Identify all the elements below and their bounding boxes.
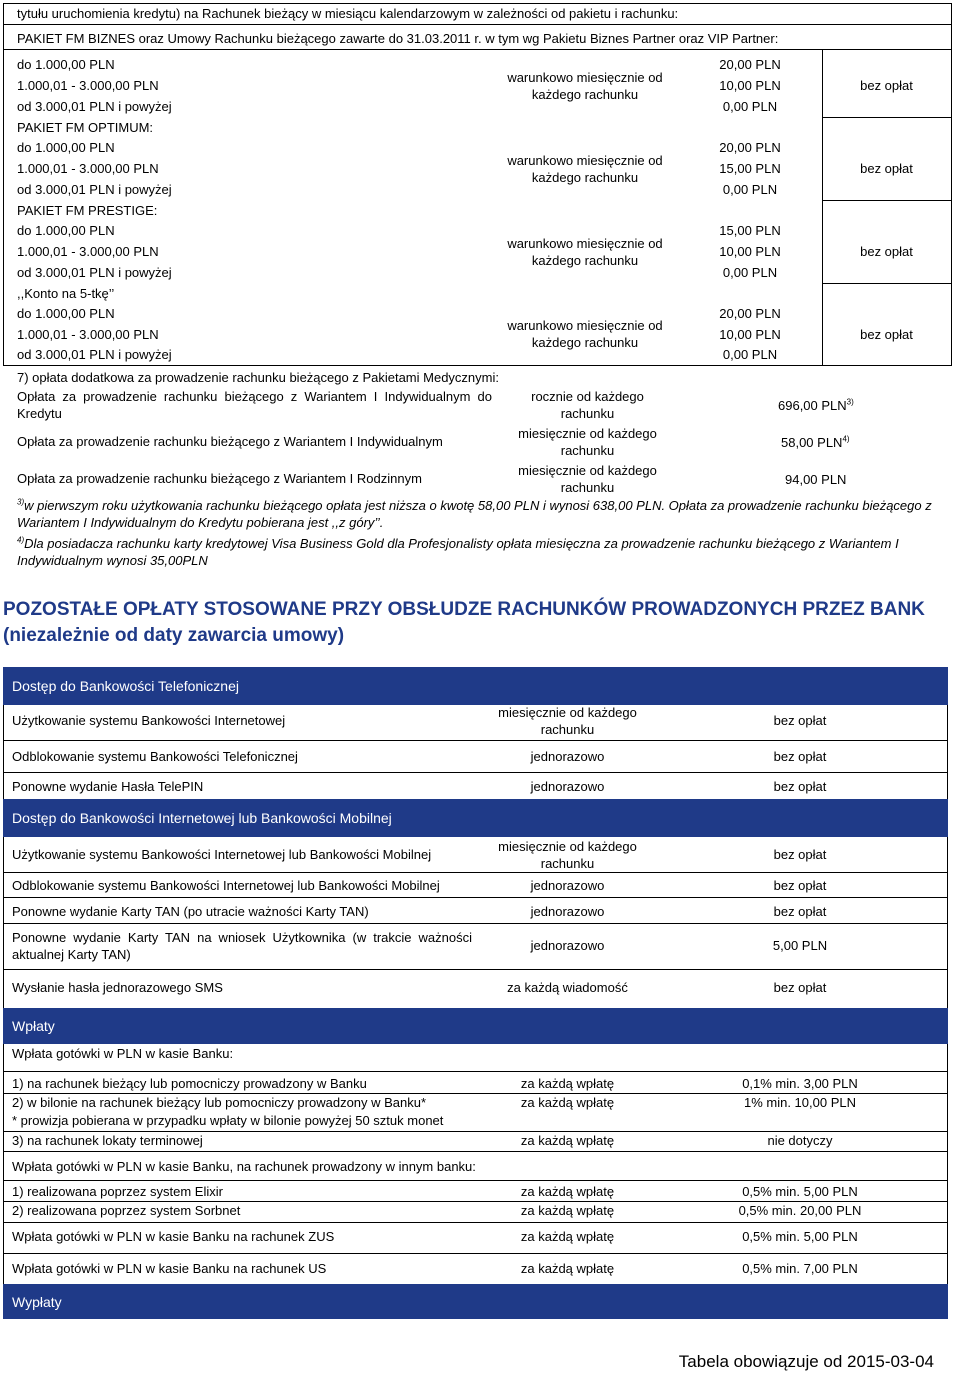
medical-frequency: miesięcznie od każdego rachunku <box>518 426 657 458</box>
fee-frequency: jednorazowo <box>530 779 605 794</box>
fee-label: Odblokowanie systemu Bankowości Telefonicznej <box>12 749 298 764</box>
frequency-label: warunkowo miesięcznie od każdego rachunku <box>507 236 663 268</box>
amount: 10,00 PLN <box>719 244 781 259</box>
fee-label: Użytkowanie systemu Bankowości Internetowej <box>12 713 286 728</box>
fee-amount: 0,5% min. 5,00 PLN <box>742 1184 858 1199</box>
fee-frequency: za każdą wpłatę <box>520 1261 615 1276</box>
table-divider <box>3 24 952 25</box>
fee-label: Wpłata gotówki w PLN w kasie Banku na rachunek ZUS <box>12 1229 335 1244</box>
row-divider <box>3 740 948 741</box>
fee-frequency: za każdą wpłatę <box>520 1133 615 1148</box>
fee-amount: bez opłat <box>773 779 827 794</box>
table-border <box>951 3 952 365</box>
fee-label: Ponowne wydanie Karty TAN na wniosek Użytkownika (w trakcie ważności aktualnej Karty TAN) <box>12 930 472 962</box>
package-name: PAKIET FM OPTIMUM: <box>17 120 154 135</box>
fee-amount: nie dotyczy <box>767 1133 833 1148</box>
medical-frequency: miesięcznie od każdego rachunku <box>518 463 657 495</box>
section-header-deposits: Wpłaty <box>3 1008 948 1044</box>
row-divider <box>3 772 948 773</box>
amount: 20,00 PLN <box>719 140 781 155</box>
medical-label: Opłata za prowadzenie rachunku bieżącego z Wariantem I Rodzinnym <box>17 471 422 486</box>
frequency-label: warunkowo miesięcznie od każdego rachunku <box>507 70 663 102</box>
fee-label: Ponowne wydanie Karty TAN (po utracie ważności Karty TAN) <box>12 904 369 919</box>
fee-amount: bez opłat <box>773 749 827 764</box>
subsection-title: Wpłata gotówki w PLN w kasie Banku: <box>12 1046 234 1061</box>
fee-amount: 0,1% min. 3,00 PLN <box>742 1076 858 1091</box>
fee-frequency: miesięcznie od każdego rachunku <box>498 839 637 871</box>
fee-label: 2) w bilonie na rachunek bieżący lub pomocniczy prowadzony w Banku* <box>12 1095 427 1110</box>
fee-amount: bez opłat <box>773 878 827 893</box>
fee-label: Odblokowanie systemu Bankowości Internetowej lub Bankowości Mobilnej <box>12 878 440 893</box>
subsection-title: Wpłata gotówki w PLN w kasie Banku, na rachunek prowadzony w innym banku: <box>12 1159 476 1174</box>
fee-label: 1) na rachunek bieżący lub pomocniczy prowadzony w Banku <box>12 1076 367 1091</box>
medical-label: Opłata za prowadzenie rachunku bieżącego z Wariantem I Indywidualnym do Kredytu <box>17 389 492 421</box>
range-1: do 1.000,00 PLN <box>17 140 115 155</box>
amount: 10,00 PLN <box>719 78 781 93</box>
frequency-label: warunkowo miesięcznie od każdego rachunku <box>507 153 663 185</box>
row-divider <box>3 1180 948 1181</box>
amount: 20,00 PLN <box>719 57 781 72</box>
table-divider <box>3 365 952 366</box>
row-divider <box>3 1151 948 1152</box>
row-divider <box>3 1253 948 1254</box>
range-1: do 1.000,00 PLN <box>17 306 115 321</box>
row-divider <box>3 897 948 898</box>
biznes-heading: PAKIET FM BIZNES oraz Umowy Rachunku bieżącego zawarte do 31.03.2011 r. w tym wg Pakietu Biznes Partner oraz VIP Partner: <box>17 31 779 46</box>
fee-note: * prowizja pobierana w przypadku wpłaty w bilonie powyżej 50 sztuk monet <box>12 1113 444 1128</box>
free-label: bez opłat <box>860 161 913 176</box>
footnote-3: $^{3)}$w pierwszym roku użytkowania rachunku bieżącego opłata jest niższa o kwotę 58,00 PLN i wynosi 638,00 PLN. Opłata za prowadzenie rachunku bieżącego z Wariantem I Indywidualnym do Kredytu pobierana jest ,,z góry’’. <box>17 497 932 530</box>
amount: 0,00 PLN <box>722 99 778 114</box>
fee-amount: 0,5% min. 7,00 PLN <box>742 1261 858 1276</box>
table-border <box>3 3 952 4</box>
range-1: do 1.000,00 PLN <box>17 223 115 238</box>
range-2: 1.000,01 - 3.000,00 PLN <box>17 161 159 176</box>
medical-amount: 58,00 PLN$^{4)}$ <box>781 434 850 450</box>
intro-text: tytułu uruchomienia kredytu) na Rachunek bieżący w miesiącu kalendarzowym w zależności od pakietu i rachunku: <box>17 6 679 21</box>
fee-frequency: za każdą wpłatę <box>520 1184 615 1199</box>
fee-frequency: jednorazowo <box>530 938 605 953</box>
fee-frequency: za każdą wpłatę <box>520 1095 615 1110</box>
package-name: ,,Konto na 5-tkę’’ <box>17 286 115 301</box>
fee-frequency: miesięcznie od każdego rachunku <box>498 705 637 737</box>
table-border <box>3 3 4 365</box>
amount: 15,00 PLN <box>719 223 781 238</box>
table-divider <box>822 283 951 284</box>
amount: 15,00 PLN <box>719 161 781 176</box>
amount: 20,00 PLN <box>719 306 781 321</box>
fee-label: 1) realizowana poprzez system Elixir <box>12 1184 223 1199</box>
free-label: bez opłat <box>860 78 913 93</box>
fee-amount: 0,5% min. 20,00 PLN <box>738 1203 862 1218</box>
fee-frequency: za każdą wpłatę <box>520 1203 615 1218</box>
fee-label: Użytkowanie systemu Bankowości Internetowej lub Bankowości Mobilnej <box>12 847 432 862</box>
row-divider <box>3 923 948 924</box>
row-divider <box>3 1131 948 1132</box>
medical-amount: 696,00 PLN$^{3)}$ <box>778 397 854 413</box>
range-2: 1.000,01 - 3.000,00 PLN <box>17 78 159 93</box>
table-divider <box>822 200 951 201</box>
free-label: bez opłat <box>860 244 913 259</box>
fee-label: Wysłanie hasła jednorazowego SMS <box>12 980 223 995</box>
range-2: 1.000,01 - 3.000,00 PLN <box>17 327 159 342</box>
fee-amount: 1% min. 10,00 PLN <box>743 1095 856 1110</box>
range-3: od 3.000,01 PLN i powyżej <box>17 99 172 114</box>
row-divider <box>3 1222 948 1223</box>
range-2: 1.000,01 - 3.000,00 PLN <box>17 244 159 259</box>
free-label: bez opłat <box>860 327 913 342</box>
section-header-internet: Dostęp do Bankowości Internetowej lub Bankowości Mobilnej <box>3 799 948 837</box>
medical-heading: 7) opłata dodatkowa za prowadzenie rachunku bieżącego z Pakietami Medycznymi: <box>17 370 499 385</box>
section-header-telephone: Dostęp do Bankowości Telefonicznej <box>3 667 948 705</box>
medical-amount: 94,00 PLN <box>785 472 847 487</box>
fee-frequency: jednorazowo <box>530 904 605 919</box>
column-divider <box>822 49 823 365</box>
validity-footer: Tabela obowiązuje od 2015-03-04 <box>678 1352 934 1371</box>
range-3: od 3.000,01 PLN i powyżej <box>17 265 172 280</box>
medical-frequency: rocznie od każdego rachunku <box>531 389 644 421</box>
fee-label: Ponowne wydanie Hasła TelePIN <box>12 779 204 794</box>
medical-label: Opłata za prowadzenie rachunku bieżącego z Wariantem I Indywidualnym <box>17 434 443 449</box>
range-3: od 3.000,01 PLN i powyżej <box>17 182 172 197</box>
fee-label: 3) na rachunek lokaty terminowej <box>12 1133 203 1148</box>
row-divider <box>3 1201 948 1202</box>
fee-amount: bez opłat <box>773 847 827 862</box>
package-name: PAKIET FM PRESTIGE: <box>17 203 158 218</box>
frequency-label: warunkowo miesięcznie od każdego rachunku <box>507 318 663 350</box>
fee-amount: 5,00 PLN <box>772 938 828 953</box>
fee-frequency: za każdą wiadomość <box>507 980 628 995</box>
row-divider <box>3 872 948 873</box>
section-title: POZOSTAŁE OPŁATY STOSOWANE PRZY OBSŁUDZE RACHUNKÓW PROWADZONYCH PRZEZ BANK (niezależnie od daty zawarcia umowy) <box>3 599 925 646</box>
range-1: do 1.000,00 PLN <box>17 57 115 72</box>
fee-frequency: jednorazowo <box>530 749 605 764</box>
fee-amount: bez opłat <box>773 904 827 919</box>
fee-frequency: jednorazowo <box>530 878 605 893</box>
row-divider <box>3 969 948 970</box>
amount: 0,00 PLN <box>722 347 778 362</box>
range-3: od 3.000,01 PLN i powyżej <box>17 347 172 362</box>
table-divider <box>822 117 951 118</box>
amount: 0,00 PLN <box>722 265 778 280</box>
footnote-4: $^{4)}$Dla posiadacza rachunku karty kredytowej Visa Business Gold dla Profesjonalisty opłata miesięczna za prowadzenie rachunku bieżącego z Wariantem I Indywidualnym wynosi 35,00PLN <box>17 535 899 568</box>
row-divider <box>3 1071 948 1072</box>
amount: 10,00 PLN <box>719 327 781 342</box>
row-divider <box>3 1093 948 1094</box>
fee-frequency: za każdą wpłatę <box>520 1229 615 1244</box>
fee-frequency: za każdą wpłatę <box>520 1076 615 1091</box>
fee-amount: 0,5% min. 5,00 PLN <box>742 1229 858 1244</box>
fee-label: 2) realizowana poprzez system Sorbnet <box>12 1203 241 1218</box>
section-header-withdrawals: Wypłaty <box>3 1284 948 1319</box>
fee-amount: bez opłat <box>773 980 827 995</box>
fee-amount: bez opłat <box>773 713 827 728</box>
amount: 0,00 PLN <box>722 182 778 197</box>
fee-label: Wpłata gotówki w PLN w kasie Banku na rachunek US <box>12 1261 327 1276</box>
table-divider <box>3 49 952 50</box>
